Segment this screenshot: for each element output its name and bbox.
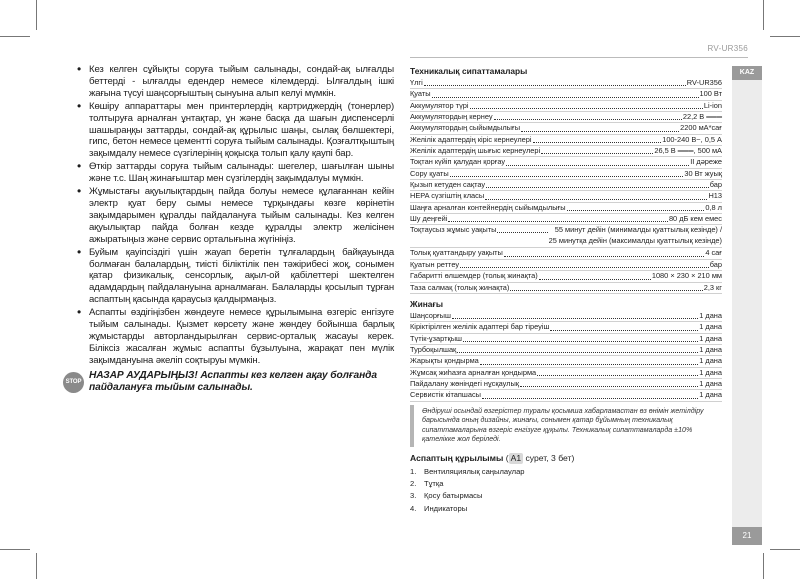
kit-row-value: 1 дана (699, 378, 722, 388)
part-item (410, 466, 722, 478)
spec-row-label: Аккумулятордың кернеу (410, 112, 493, 122)
safety-column (65, 64, 394, 395)
spec-row-label: Аккумулятор түрі (410, 100, 469, 110)
part-item (410, 490, 722, 502)
kit-row (410, 390, 722, 401)
crop-mark (763, 0, 764, 30)
spec-row (410, 78, 722, 89)
dot-leader (452, 318, 698, 319)
spec-row-value: бар (709, 180, 722, 190)
spec-row-label: Тоқтан күйіп қалудан қорғау (410, 157, 506, 167)
safety-bullet: • Көшіру аппараттары мен принтерлердің картриджердің (тонерлер) толтыруға арналған ұнтақтар, ұн және басқа да шағын диспенсерлі шашыраңқы заттарды, сондай-ақ құрылыс шаңы, сылақ бөлшектері, гипс, бетон немесе цементті соруға тыйым салынады. Қозғалтқыштың зақымдалу немесе сүзгілерінің қоқысқа толып қалу қаупі бар. (72, 101, 394, 161)
part-label: Тұтқа (424, 479, 444, 489)
spec-row (410, 101, 722, 112)
kit-row-value: 1 дана (699, 322, 722, 332)
kit-row (410, 379, 722, 390)
kit-row (410, 334, 722, 345)
kit-row-value: 1 дана (699, 333, 722, 343)
warning-block (65, 369, 394, 395)
spec-row-label: Толық қуаттандыру уақыты (410, 248, 503, 258)
spec-row-value-line: 55 минут дейін (минималды қуаттылық кезінде) / (554, 225, 722, 235)
kit-row-label: Турбоқылшақ (410, 344, 457, 354)
spec-row-value-line: 25 минутқа дейін (максималды қуаттылық кезінде) (548, 235, 722, 245)
part-label: Қосу батырмасы (424, 491, 483, 501)
part-label: Индикаторы (424, 503, 468, 513)
spec-row (410, 112, 722, 123)
kit-row (410, 345, 722, 356)
dot-leader (457, 352, 698, 353)
part-number: 4. (410, 503, 417, 513)
spec-row-value: RV-UR356 (686, 78, 722, 87)
dot-leader (537, 375, 698, 376)
dot-leader (432, 97, 699, 98)
spec-row (410, 89, 722, 100)
spec-row-value: бар (709, 259, 722, 269)
kit-row-value: 1 дана (699, 310, 722, 320)
kit-title: Жинағы (410, 298, 444, 309)
safety-bullets (72, 64, 394, 367)
spec-row-value: 30 Вт жуық (684, 168, 722, 178)
spec-row-label: Сору қуаты (410, 168, 449, 178)
side-strip (732, 66, 762, 531)
spec-row-value: 2,3 кг (703, 282, 722, 292)
kit-row-label: Түтік-ұзартқыш (410, 333, 462, 343)
parts-list (410, 466, 722, 515)
spec-row-label: Тоқтаусыз жұмыс уақыты (410, 225, 497, 235)
part-number: 2. (410, 479, 417, 489)
dot-leader (504, 256, 704, 257)
header-rule (410, 57, 748, 58)
kit-list (410, 311, 722, 402)
part-number: 1. (410, 466, 417, 476)
dot-leader (448, 221, 667, 222)
dot-leader (520, 386, 698, 387)
spec-row-label: Аккумулятордың сыйымдылығы (410, 123, 521, 133)
manufacturer-note: Өндіруші осындай өзгерістер туралы қосымша хабарламастан өз өнімін жетілдіру барысында оның дизайны, жинағы, сонымен қатар бұйымның техникалық сипаттамаларына өзгеріс енгізуге құқылы. Техникалық сипаттамаларда ±10% қателікке жол беріледі. (410, 405, 722, 447)
dot-leader (567, 210, 705, 211)
dot-leader (424, 85, 686, 86)
spec-row (410, 191, 722, 202)
dot-leader (494, 119, 682, 120)
spec-row-label: Габаритті өлшемдер (толық жинақта) (410, 271, 538, 281)
language-tab: KAZ (732, 66, 762, 80)
dot-leader (485, 199, 707, 200)
dot-leader (533, 142, 662, 143)
spec-row (410, 260, 722, 271)
spec-row-label: Шу деңгейі (410, 214, 448, 224)
kit-row-value: 1 дана (699, 390, 722, 400)
spec-row-value: Li-ion (703, 100, 722, 110)
assembly-title-text: Аспаптың құрылымы (410, 452, 504, 463)
spec-row-label: Қызып кетуден сақтау (410, 180, 486, 190)
assembly-suffix: сурет, 3 бет) (525, 452, 575, 463)
safety-bullet: • Аспапты өздігіңізбен жөндеуге немесе құрылымына өзгеріс енгізуге тыйым салынады. Қызмет көрсету және жөндеу бойынша барлық жұмыстарды авторландырылған сервис-орталық жасауы керек. Біліксіз жасалған жұмыс аспапты бұзылуына, жарақат пен мүлік зақымдануына әкеліп соқтыруы мүмкін. (72, 307, 394, 367)
part-label: Вентиляциялық саңылаулар (424, 466, 525, 476)
spec-row (410, 214, 722, 225)
spec-row-label: HEPA сүзгіштің класы (410, 191, 485, 201)
spec-row (410, 135, 722, 146)
spec-row (410, 169, 722, 180)
page-number: 21 (732, 527, 762, 545)
crop-mark (763, 553, 764, 579)
spec-row-label: Қуатын реттеу (410, 259, 460, 269)
spec-row-label: Қуаты (410, 89, 431, 99)
spec-row (410, 225, 722, 248)
safety-bullet: • Өткір заттарды соруға тыйым салынады: шегелер, шағылған шыны және т.с. Шаң жинағыштар мен сүзгілердің зақымдалуы мүмкін. (72, 161, 394, 185)
safety-bullet: • Буйым қауіпсіздігі үшін жауап беретін тұлғалардың байқауында болмаған балалардың, тиісті біліктілік пен тәжірибесі жоқ, сонымен қатар физикалық, сенсорлық, ақыл-ой қабілеттері шектелген адамдардың пайдалануына арналмаған. Балаларды қосылып тұрған аспаптың қасында қараусыз қалдырмаңыз. (72, 247, 394, 307)
spec-row-value: 26,5 В ═══, 500 мА (654, 146, 722, 156)
dot-leader (521, 131, 679, 132)
kit-row (410, 311, 722, 322)
spec-row-value: 4 сағ (705, 248, 722, 258)
dot-leader (497, 232, 547, 233)
crop-mark (770, 36, 800, 37)
specs-title: Техникалық сипаттамалары (410, 66, 528, 76)
kit-row-label: Пайдалану жөніндегі нұсқаулық (410, 378, 520, 388)
safety-bullet: • Жұмыстағы ақуылықтардың пайда болуы немесе құлағаннан кейін электр қуат беру сымы немесе тұрқындағы көзге көрінетін зақымдарымен құралды пайдалануға тыйым салынады. Кез келген ақуылықтар пайда болған кезде құралды электр желісінен ажыратыңыз және сервис орталығына жүгініңіз. (72, 186, 394, 246)
kit-row-label: Сервистік кітапшасы (410, 390, 481, 400)
kit-row-label: Шаңсорғыш (410, 310, 451, 320)
spec-row (410, 271, 722, 282)
dot-leader (510, 290, 702, 291)
dot-leader (506, 165, 689, 166)
spec-row (410, 157, 722, 168)
spec-row (410, 180, 722, 191)
spec-row-value: H13 (708, 191, 722, 201)
kit-row-label: Кіріктірілген желілік адаптері бар тіреуіш (410, 322, 550, 332)
dot-leader (539, 279, 651, 280)
assembly-title (410, 453, 722, 464)
crop-mark (0, 36, 30, 37)
assembly-open-paren: ( (505, 452, 509, 463)
spec-row-label: Шаңға арналған контейнердің сыйымдылығы (410, 202, 566, 212)
dot-leader (470, 108, 703, 109)
spec-row-value: 1080 × 230 × 210 мм (651, 271, 722, 281)
kit-row-value: 1 дана (699, 367, 722, 377)
spec-row-value: 2200 мА*сағ (680, 123, 722, 133)
spec-row-value: II дәреже (690, 157, 722, 167)
spec-row-label: Таза салмақ (толық жинақта) (410, 282, 510, 292)
specs-list (410, 78, 722, 294)
dot-leader (450, 176, 684, 177)
kit-row-label: Жарықты қондырма (410, 356, 479, 366)
part-item (410, 478, 722, 490)
spec-row (410, 203, 722, 214)
spec-row-value: 100-240 В~, 0,5 А (662, 134, 722, 144)
part-number: 3. (410, 491, 417, 501)
warning-text: НАЗАР АУДАРЫҢЫЗ! Аспапты кез келген ақау болғанда пайдалануға тыйым салынады. (89, 369, 377, 394)
spec-row-label: Желілік адаптердің шығыс кернеулері (410, 146, 541, 156)
kit-row (410, 356, 722, 367)
spec-row (410, 123, 722, 134)
dot-leader (463, 341, 698, 342)
spec-column (410, 66, 722, 515)
spec-row-value: 0,8 л (705, 202, 722, 212)
crop-mark (770, 549, 800, 550)
spec-row (410, 283, 722, 294)
crop-mark (36, 0, 37, 30)
kit-row-value: 1 дана (699, 356, 722, 366)
kit-row (410, 368, 722, 379)
dot-leader (460, 267, 709, 268)
spec-row-value (549, 225, 722, 246)
part-item (410, 503, 722, 515)
spec-row (410, 248, 722, 259)
kit-row-label: Жұмсақ жиһазға арналған қондырма (410, 367, 537, 377)
spec-row-value: 80 дБ кем емес (668, 214, 722, 224)
spec-row-value: 100 Вт (699, 89, 722, 99)
safety-bullet: • Кез келген сұйықты соруға тыйым салынады, сондай-ақ ылғалды беттерді - ылғалды едендер немесе кілемдерді. Ылғалдың ішкі жағына түсуі шаңсорғыштың сынуына алып келуі мүмкін. (72, 64, 394, 100)
figure-badge: А1 (510, 452, 522, 463)
crop-mark (0, 549, 30, 550)
dot-leader (480, 364, 698, 365)
spec-row-value: 22,2 В ═══ (682, 112, 722, 122)
crop-mark (36, 553, 37, 579)
stop-icon: STOP (63, 372, 84, 393)
dot-leader (550, 330, 698, 331)
header-model: RV-UR356 (707, 44, 748, 53)
kit-row (410, 322, 722, 333)
spec-row (410, 146, 722, 157)
dot-leader (486, 187, 709, 188)
spec-row-label: Үлгі (410, 78, 423, 87)
kit-row-value: 1 дана (699, 344, 722, 354)
spec-row-label: Желілік адаптердің кіріс кернеулері (410, 134, 532, 144)
dot-leader (482, 398, 698, 399)
dot-leader (541, 153, 653, 154)
